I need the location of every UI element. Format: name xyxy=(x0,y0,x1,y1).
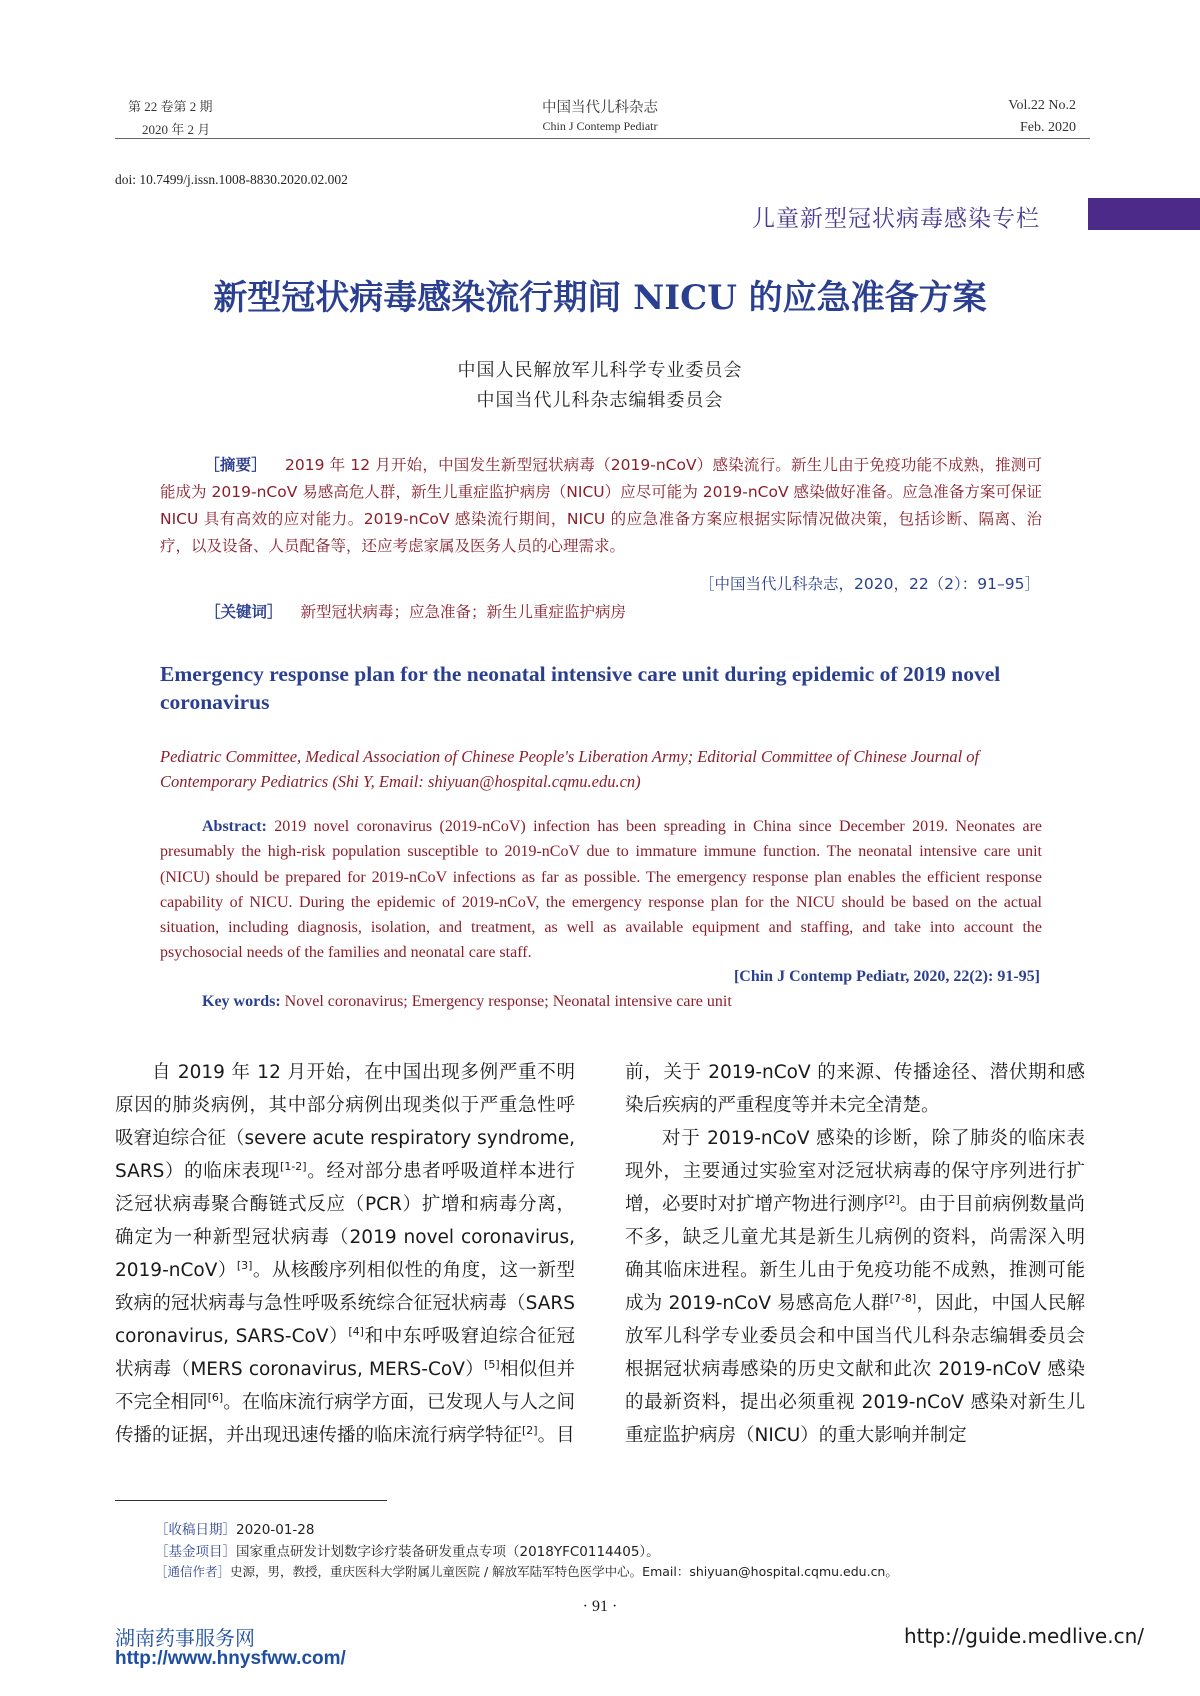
keywords-cn xyxy=(205,600,626,622)
reference-marker[interactable]: [6] xyxy=(207,1390,224,1404)
column-tag: 儿童新型冠状病毒感染专栏 xyxy=(752,206,1040,232)
keywords-en-label: Key words: xyxy=(202,993,281,1010)
footnote-rule xyxy=(115,1500,387,1501)
keywords-en-text: Novel coronavirus; Emergency response; Neonatal intensive care unit xyxy=(284,993,732,1010)
body-text: 相似但并不完全相同 xyxy=(115,1359,575,1413)
article-title-en: Emergency response plan for the neonatal intensive care unit during epidemic of 2019 novel coronavirus xyxy=(160,662,1001,714)
keywords-cn-label: ［关键词］ xyxy=(205,603,283,621)
body-paragraph xyxy=(625,1122,1085,1452)
body-paragraph: 前，关于 2019-nCoV 的来源、传播途径、潜伏期和感染后疾病的严重程度等并未完全清楚。 xyxy=(625,1062,1085,1116)
footnote-label: ［基金项目］ xyxy=(155,1544,236,1560)
reference-marker[interactable]: [4] xyxy=(348,1324,364,1338)
abstract-en-label: Abstract: xyxy=(202,818,267,835)
footnote-label: ［收稿日期］ xyxy=(155,1522,236,1538)
citation-en: [Chin J Contemp Pediatr, 2020, 22(2): 91-95] xyxy=(733,968,1040,985)
body-column-right xyxy=(625,1056,1085,1452)
body-text: 。目 xyxy=(537,1425,575,1446)
citation-cn: ［中国当代儿科杂志，2020，22（2）：91–95］ xyxy=(699,575,1040,593)
body-text: 。由于目前病例数量尚不多，缺乏儿童尤其是新生儿病例的资料，尚需深入明确其临床进程。新生儿由于免疫功能不成熟，推测可能成为 2019-nCoV 易感高危人群 xyxy=(625,1194,1085,1314)
body-text: 和中东呼吸窘迫综合征冠状病毒（MERS coronavirus, MERS-CoV） xyxy=(115,1326,575,1380)
affiliation-cn-2: 中国当代儿科杂志编辑委员会 xyxy=(476,390,724,411)
watermark-site-url[interactable]: http://www.hnysfww.com/ xyxy=(115,1648,346,1669)
journal-name-en: Chin J Contemp Pediatr xyxy=(542,119,658,133)
footnote-text: 2020-01-28 xyxy=(236,1522,315,1538)
footnote-funding xyxy=(155,1540,660,1560)
footnote-corresponding xyxy=(155,1562,898,1580)
keywords-cn-text: 新型冠状病毒；应急准备；新生儿重症监护病房 xyxy=(300,603,627,621)
reference-marker[interactable]: [2] xyxy=(522,1423,538,1437)
keywords-en xyxy=(202,993,732,1011)
abstract-cn-text: 2019 年 12 月开始，中国发生新型冠状病毒（2019-nCoV）感染流行。新生儿由于免疫功能不成熟，推测可能成为 2019-nCoV 易感高危人群，新生儿重症监护病房（NICU）应尽可能为 2019-nCoV 感染做好准备。应急准备方案可保证 NICU 具有高效的应对能力。2019-nCoV 感染流行期间，NICU 的应急准备方案应根据实际情况做决策，包括诊断、隔离、治疗，以及设备、人员配备等，还应考虑家属及医务人员的心理需求。 xyxy=(160,456,1042,555)
body-text: ，因此，中国人民解放军儿科学专业委员会和中国当代儿科杂志编辑委员会根据冠状病毒感染的历史文献和此次 2019-nCoV 感染的最新资料，提出必须重视 2019-nCoV 感染对新生儿重症监护病房（NICU）的重大影响并制定 xyxy=(625,1293,1085,1446)
watermark-guide-url[interactable]: http://guide.medlive.cn/ xyxy=(903,1624,1144,1648)
abstract-cn-label: ［摘要］ xyxy=(204,456,268,474)
footnote-label: ［通信作者］ xyxy=(155,1564,231,1579)
watermark-site-name: 湖南药事服务网 xyxy=(115,1626,255,1650)
header-rule xyxy=(115,138,1090,139)
body-paragraph xyxy=(115,1056,575,1452)
footnote-text: 国家重点研发计划数字诊疗装备研发重点专项（2018YFC0114405）。 xyxy=(236,1544,660,1560)
body-text: 。在临床流行病学方面，已发现人与人之间传播的证据，并出现迅速传播的临床流行病学特征 xyxy=(115,1392,575,1446)
body-text: 对于 2019-nCoV 感染的诊断，除了肺炎的临床表现外，主要通过实验室对泛冠状病毒的保守序列进行扩增，必要时对扩增产物进行测序 xyxy=(625,1128,1085,1215)
reference-marker[interactable]: [3] xyxy=(236,1258,253,1272)
issue-date-en: Feb. 2020 xyxy=(1020,120,1076,135)
reference-marker[interactable]: [7-8] xyxy=(889,1291,917,1305)
reference-marker[interactable]: [2] xyxy=(884,1192,900,1206)
footnote-text: 史源，男，教授，重庆医科大学附属儿童医院 / 解放军陆军特色医学中心。Email：shiyuan@hospital.cqmu.edu.cn。 xyxy=(230,1564,898,1579)
reference-marker[interactable]: [1-2] xyxy=(280,1159,307,1173)
body-text: 。经对部分患者呼吸道样本进行泛冠状病毒聚合酶链式反应（PCR）扩增和病毒分离，确定为一种新型冠状病毒（2019 novel coronavirus, 2019-nCoV） xyxy=(115,1161,575,1281)
volume-issue: 第 22 卷第 2 期 xyxy=(128,99,213,114)
abstract-en-text: 2019 novel coronavirus (2019-nCoV) infection has been spreading in China since December 2019. Neonates are presumably the high-risk population susceptible to 2019-nCoV due to immature immune function. The neonatal intensive care unit (NICU) should be prepared for 2019-nCoV infections as far as possible. The emergency response plan enables the efficient response capability of NICU. During the epidemic of 2019-nCoV, the emergency response plan for the NICU should be based on the actual situation, including diagnosis, isolation, and treatment, as well as available equipment and staffing, and take into account the psychosocial needs of the families and neonatal care staff. xyxy=(160,818,1043,962)
column-tag-bar xyxy=(1088,198,1200,230)
body-column-left xyxy=(115,1056,575,1452)
article-title-cn: 新型冠状病毒感染流行期间 NICU 的应急准备方案 xyxy=(213,278,987,318)
footnote-received xyxy=(155,1518,314,1538)
body-text: 自 2019 年 12 月开始，在中国出现多例严重不明原因的肺炎病例，其中部分病例出现类似于严重急性呼吸窘迫综合征（severe acute respiratory syndrome, SARS）的临床表现 xyxy=(115,1062,575,1182)
page-number: · 91 · xyxy=(582,1598,618,1615)
issue-date-cn: 2020 年 2 月 xyxy=(142,122,211,137)
reference-marker[interactable]: [5] xyxy=(484,1357,500,1371)
abstract-cn xyxy=(160,452,1042,560)
body-text: 。从核酸序列相似性的角度，这一新型致病的冠状病毒与急性呼吸系统综合征冠状病毒（SARS coronavirus, SARS-CoV） xyxy=(115,1260,575,1347)
journal-name-cn: 中国当代儿科杂志 xyxy=(542,100,658,116)
volume-issue-en: Vol.22 No.2 xyxy=(1008,98,1076,113)
affiliation-en: Pediatric Committee, Medical Association of Chinese People's Liberation Army; Editorial Committee of Chinese Journal of Contemporary Pediatrics (Shi Y, Email: shiyuan@hospital.cqmu.edu.cn) xyxy=(160,747,980,791)
doi: doi: 10.7499/j.issn.1008-8830.2020.02.002 xyxy=(115,172,348,187)
affiliation-cn-1: 中国人民解放军儿科学专业委员会 xyxy=(457,360,743,381)
abstract-en xyxy=(160,814,1042,966)
